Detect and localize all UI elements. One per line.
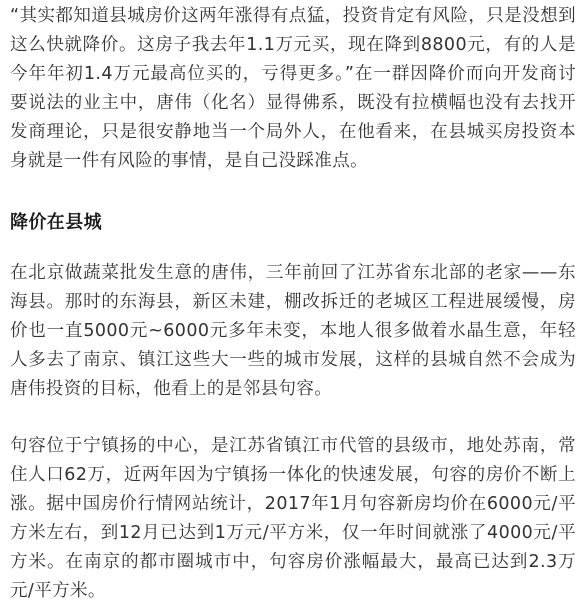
article-body <box>10 2 576 606</box>
paragraph-intro-quote: “其实都知道县城房价这两年涨得有点猛，投资肯定有风险，只是没想到这么快就降价。这房子我去年1.1万元买，现在降到8800元，有的人是今年年初1.4万元最高位买的，亏得更多。”在一群因降价而向开发商讨要说法的业主中，唐伟（化名）显得佛系，既没有拉横幅也没有去找开发商理论，只是很安静地当一个局外人，在他看来，在县城买房投资本身就是一件有风险的事情，是自己没踩准点。 <box>10 6 576 171</box>
paragraph-jurong-prices: 句容位于宁镇扬的中心，是江苏省镇江市代管的县级市，地处苏南，常住人口62万，近两年因为宁镇扬一体化的快速发展，句容的房价不断上涨。据中国房价行情网站统计，2017年1月句容新房均价在6000元/平方米左右，到12月已达到1万元/平方米，仅一年时间就涨了4000元/平方米。在南京的都市圈城市中，句容房价涨幅最大，最高已达到2.3万元/平方米。 <box>10 436 576 601</box>
section-heading: 降价在县城 <box>10 212 102 233</box>
heading-spacer <box>10 237 576 259</box>
paragraph-spacer <box>10 404 576 432</box>
paragraph-tang-wei-background: 在北京做蔬菜批发生意的唐伟，三年前回了江苏省东北部的老家——东海县。那时的东海县，新区未建，棚改拆迁的老城区工程进展缓慢，房价也一直5000元~6000元多年未变，本地人很多做着水晶生意，年轻人多去了南京、镇江这些大一些的城市发展，这样的县城自然不会成为唐伟投资的目标，他看上的是邻县句容。 <box>10 263 576 399</box>
paragraph-spacer <box>10 176 576 208</box>
